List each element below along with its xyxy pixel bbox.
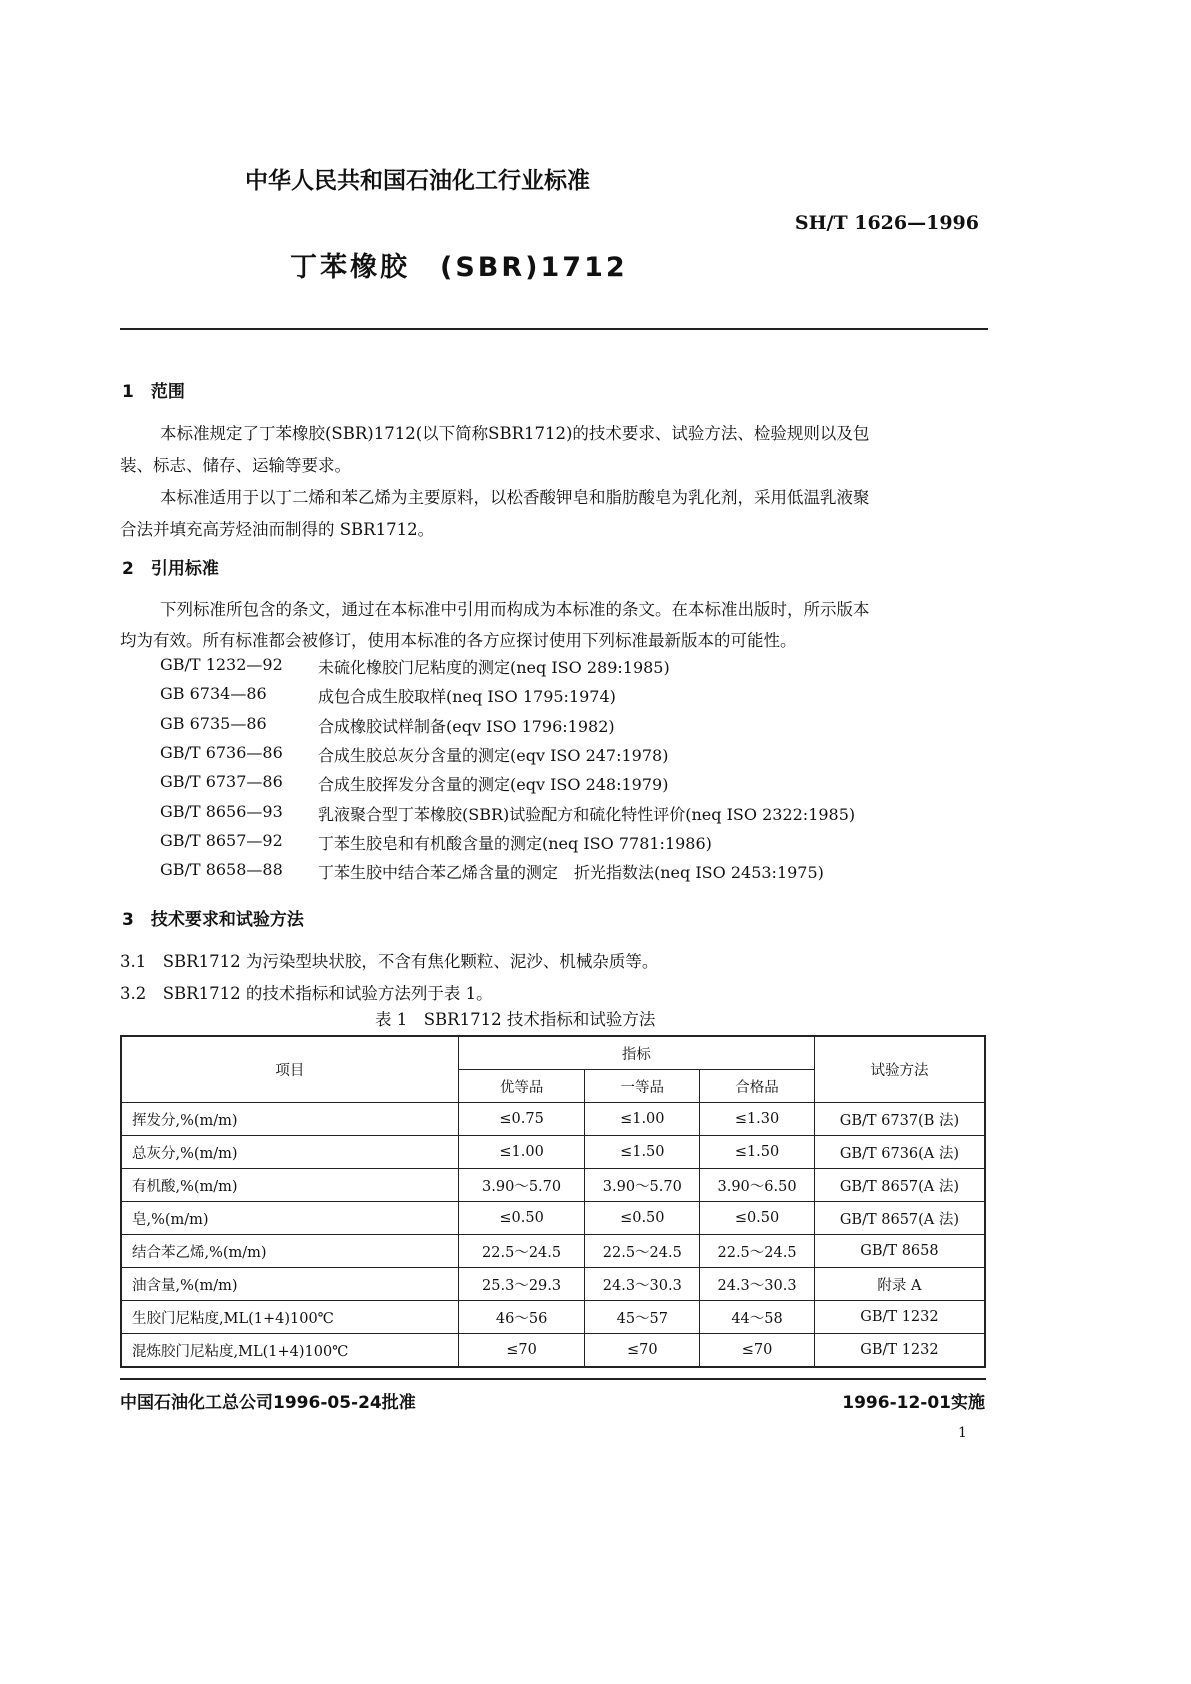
reference-title: 合成生胶总灰分含量的测定(eqv ISO 247:1978) bbox=[318, 745, 669, 765]
value-premium: ≤1.00 bbox=[458, 1136, 585, 1169]
reference-code: GB 6735—86 bbox=[160, 713, 267, 733]
section-heading: 3 技术要求和试验方法 bbox=[122, 910, 304, 930]
value-first-grade: 45～57 bbox=[585, 1301, 700, 1334]
footer-divider bbox=[120, 1378, 986, 1380]
paragraph-line: 装、标志、储存、运输等要求。 bbox=[120, 456, 351, 475]
value-premium: ≤0.75 bbox=[458, 1103, 585, 1136]
row-item: 挥发分,%(m/m) bbox=[121, 1103, 458, 1136]
reference-title: 丁苯生胶皂和有机酸含量的测定(neq ISO 7781:1986) bbox=[318, 833, 712, 853]
test-method: GB/T 8658 bbox=[814, 1235, 985, 1268]
test-method: GB/T 1232 bbox=[814, 1334, 985, 1368]
paragraph-line: 本标准适用于以丁二烯和苯乙烯为主要原料，以松香酸钾皂和脂肪酸皂为乳化剂，采用低温乳液聚 bbox=[160, 488, 870, 507]
spec-table bbox=[120, 1035, 986, 1368]
row-item: 结合苯乙烯,%(m/m) bbox=[121, 1235, 458, 1268]
value-premium: 46～56 bbox=[458, 1301, 585, 1334]
table-caption: 表 1 SBR1712 技术指标和试验方法 bbox=[375, 1010, 656, 1029]
row-item: 混炼胶门尼粘度,ML(1+4)100℃ bbox=[121, 1334, 458, 1368]
standard-code: SH/T 1626—1996 bbox=[794, 212, 979, 234]
section-heading: 1 范围 bbox=[122, 382, 185, 402]
value-first-grade: 3.90～5.70 bbox=[585, 1169, 700, 1202]
test-method: GB/T 8657(A 法) bbox=[814, 1202, 985, 1235]
header-grade: 一等品 bbox=[585, 1070, 700, 1103]
paragraph-line: 下列标准所包含的条文，通过在本标准中引用而构成为本标准的条文。在本标准出版时，所示版本 bbox=[160, 600, 870, 619]
value-first-grade: ≤1.50 bbox=[585, 1136, 700, 1169]
reference-code: GB/T 1232—92 bbox=[160, 655, 283, 674]
reference-title: 乳液聚合型丁苯橡胶(SBR)试验配方和硫化特性评价(neq ISO 2322:1985) bbox=[318, 804, 856, 824]
reference-title: 成包合成生胶取样(neq ISO 1795:1974) bbox=[318, 687, 616, 707]
paragraph-line: 均为有效。所有标准都会被修订，使用本标准的各方应探讨使用下列标准最新版本的可能性。 bbox=[120, 631, 797, 650]
table-row bbox=[121, 1169, 985, 1202]
table-row bbox=[121, 1103, 985, 1136]
clause-3-2: 3.2 SBR1712 的技术指标和试验方法列于表 1。 bbox=[120, 984, 493, 1003]
header-item: 项目 bbox=[121, 1036, 458, 1103]
header-index: 指标 bbox=[458, 1036, 814, 1070]
value-qualified: ≤0.50 bbox=[700, 1202, 815, 1235]
reference-title: 合成橡胶试样制备(eqv ISO 1796:1982) bbox=[318, 716, 615, 736]
table-row bbox=[121, 1268, 985, 1301]
header-method: 试验方法 bbox=[814, 1036, 985, 1103]
row-item: 皂,%(m/m) bbox=[121, 1202, 458, 1235]
issuing-org: 中华人民共和国石油化工行业标准 bbox=[245, 168, 590, 194]
table-row bbox=[121, 1235, 985, 1268]
reference-code: GB/T 6737—86 bbox=[160, 772, 283, 792]
value-qualified: 3.90～6.50 bbox=[700, 1169, 815, 1202]
page-number: 1 bbox=[958, 1425, 967, 1441]
value-first-grade: ≤1.00 bbox=[585, 1103, 700, 1136]
row-item: 总灰分,%(m/m) bbox=[121, 1136, 458, 1169]
test-method: GB/T 6736(A 法) bbox=[814, 1136, 985, 1169]
clause-3-1: 3.1 SBR1712 为污染型块状胶，不含有焦化颗粒、泥沙、机械杂质等。 bbox=[120, 952, 659, 971]
value-qualified: ≤1.30 bbox=[700, 1103, 815, 1136]
reference-code: GB/T 8657—92 bbox=[160, 830, 283, 850]
value-premium: 22.5～24.5 bbox=[458, 1235, 585, 1268]
header-grade: 优等品 bbox=[458, 1070, 585, 1103]
effective-date: 1996-12-01实施 bbox=[842, 1393, 985, 1413]
reference-code: GB/T 8658—88 bbox=[160, 860, 283, 880]
test-method: GB/T 6737(B 法) bbox=[814, 1103, 985, 1136]
row-item: 有机酸,%(m/m) bbox=[121, 1169, 458, 1202]
header-grade: 合格品 bbox=[700, 1070, 815, 1103]
value-qualified: 22.5～24.5 bbox=[700, 1235, 815, 1268]
paragraph-line: 合法并填充高芳烃油而制得的 SBR1712。 bbox=[120, 520, 435, 539]
test-method: 附录 A bbox=[814, 1268, 985, 1301]
row-item: 油含量,%(m/m) bbox=[121, 1268, 458, 1301]
section-heading: 2 引用标准 bbox=[122, 559, 219, 579]
value-qualified: 44～58 bbox=[700, 1301, 815, 1334]
table-row bbox=[121, 1301, 985, 1334]
reference-title: 丁苯生胶中结合苯乙烯含量的测定 折光指数法(neq ISO 2453:1975) bbox=[318, 863, 824, 883]
value-first-grade: ≤0.50 bbox=[585, 1202, 700, 1235]
header-divider bbox=[120, 328, 988, 330]
value-premium: ≤0.50 bbox=[458, 1202, 585, 1235]
value-premium: 3.90～5.70 bbox=[458, 1169, 585, 1202]
value-qualified: 24.3～30.3 bbox=[700, 1268, 815, 1301]
table-row bbox=[121, 1202, 985, 1235]
reference-code: GB/T 6736—86 bbox=[160, 742, 283, 762]
value-first-grade: 24.3～30.3 bbox=[585, 1268, 700, 1301]
reference-title: 未硫化橡胶门尼粘度的测定(neq ISO 289:1985) bbox=[318, 658, 670, 677]
test-method: GB/T 1232 bbox=[814, 1301, 985, 1334]
table-row bbox=[121, 1136, 985, 1169]
reference-code: GB 6734—86 bbox=[160, 684, 267, 704]
value-premium: 25.3～29.3 bbox=[458, 1268, 585, 1301]
table-row bbox=[121, 1334, 985, 1368]
reference-code: GB/T 8656—93 bbox=[160, 801, 283, 821]
row-item: 生胶门尼粘度,ML(1+4)100℃ bbox=[121, 1301, 458, 1334]
paragraph-line: 本标准规定了丁苯橡胶(SBR)1712(以下简称SBR1712)的技术要求、试验方法、检验规则以及包 bbox=[160, 424, 870, 443]
reference-title: 合成生胶挥发分含量的测定(eqv ISO 248:1979) bbox=[318, 775, 669, 795]
value-first-grade: 22.5～24.5 bbox=[585, 1235, 700, 1268]
test-method: GB/T 8657(A 法) bbox=[814, 1169, 985, 1202]
document-title: 丁苯橡胶 (SBR)1712 bbox=[290, 252, 628, 283]
value-premium: ≤70 bbox=[458, 1334, 585, 1368]
value-qualified: ≤70 bbox=[700, 1334, 815, 1368]
value-qualified: ≤1.50 bbox=[700, 1136, 815, 1169]
value-first-grade: ≤70 bbox=[585, 1334, 700, 1368]
approval-text: 中国石油化工总公司1996-05-24批准 bbox=[120, 1393, 416, 1413]
